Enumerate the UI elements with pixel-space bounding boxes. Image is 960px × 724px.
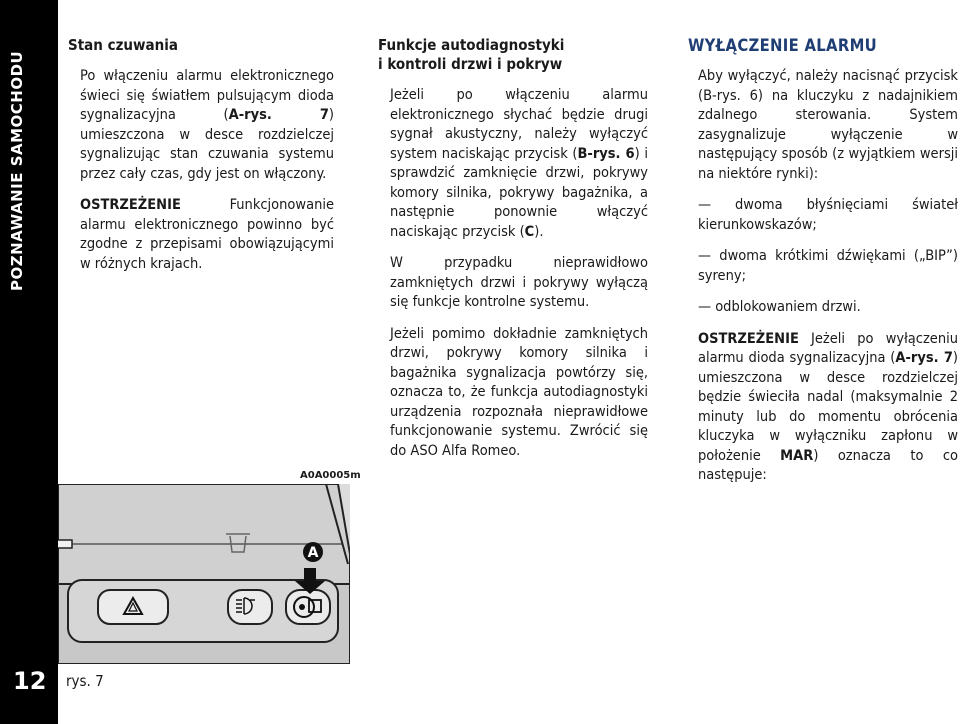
column-1 xyxy=(68,36,334,286)
dashboard-figure xyxy=(58,484,350,664)
paragraph-standby: Po włączeniu alarmu elektronicznego świeci się światłem pulsującym dioda sygnalizacyjna (A-rys. 7) umieszczona w desce rozdzielczej sygnalizując stan czuwania systemu przez cały czas, gdy jest on włączony. xyxy=(80,68,334,182)
sidebar xyxy=(0,0,58,724)
paragraph-self-diagnosis-3: Jeżeli pomimo dokładnie zamkniętych drzwi, pokrywy komory silnika i bagażnika sygnalizacja powtórzy się, oznacza to, że funkcja autodiagnostyki urządzenia rozpoznała nieprawidłowe funkcjonowanie systemu. Zwrócić się do ASO Alfa Romeo. xyxy=(390,325,648,459)
heading-alarm-off: WYŁĄCZENIE ALARMU xyxy=(688,36,877,55)
paragraph-self-diagnosis-1: Jeżeli po włączeniu alarmu elektronicznego słychać będzie drugi sygnał akustyczny, należy wyłączyć system naciskając przycisk (B-rys. 6) i sprawdzić zamknięcie drzwi, pokrywy komory silnika, pokrywy bagażnika, a następnie ponownie włączyć naciskając przycisk (C). xyxy=(390,87,648,240)
list-item: — odblokowaniem drzwi. xyxy=(698,299,861,315)
figure-caption: rys. 7 xyxy=(66,672,104,690)
paragraph-self-diagnosis-2: W przypadku nieprawidłowo zamkniętych drzwi i pokrywy wyłączą się funkcje kontrolne systemu. xyxy=(390,255,648,310)
section-title: POZNAWANIE SAMOCHODU xyxy=(8,50,26,291)
warning-label: OSTRZEŻENIE xyxy=(80,197,181,213)
warning-alarm-off: OSTRZEŻENIE Jeżeli po wyłączeniu alarmu dioda sygnalizacyjna (A-rys. 7) umieszczona w desce rozdzielczej będzie świeciła nadal (maksymalnie 2 minuty lub do momentu obrócenia kluczyka w wyłączniku zapłonu w położenie MAR) oznacza to co następuje: xyxy=(698,330,959,483)
heading-self-diagnosis: Funkcje autodiagnostyki i kontroli drzwi i pokryw xyxy=(378,36,565,73)
page-number: 12 xyxy=(13,667,47,695)
callout-label: A xyxy=(307,545,319,561)
list-item: — dwoma krótkimi dźwiękami („BIP”) syreny; xyxy=(698,248,958,284)
dashboard-illustration xyxy=(58,484,350,664)
warning-standby: OSTRZEŻENIE Funkcjonowanie alarmu elektronicznego powinno być zgodne z przepisami obowiązującymi w różnych krajach. xyxy=(80,197,334,272)
figure-code: A0A0005m xyxy=(300,470,361,481)
column-2 xyxy=(378,36,648,473)
heading-standby: Stan czuwania xyxy=(68,36,178,54)
list-item: — dwoma błyśnięciami świateł kierunkowskazów; xyxy=(698,197,958,233)
column-3 xyxy=(688,36,958,498)
warning-label: OSTRZEŻENIE xyxy=(698,330,799,347)
paragraph-alarm-off: Aby wyłączyć, należy nacisnąć przycisk (B-rys. 6) na kluczyku z nadajnikiem zdalnego sterowania. System zasygnalizuje wyłączenie w następujący sposób (z wyjątkiem wersji na niektóre rynki): xyxy=(698,68,958,182)
